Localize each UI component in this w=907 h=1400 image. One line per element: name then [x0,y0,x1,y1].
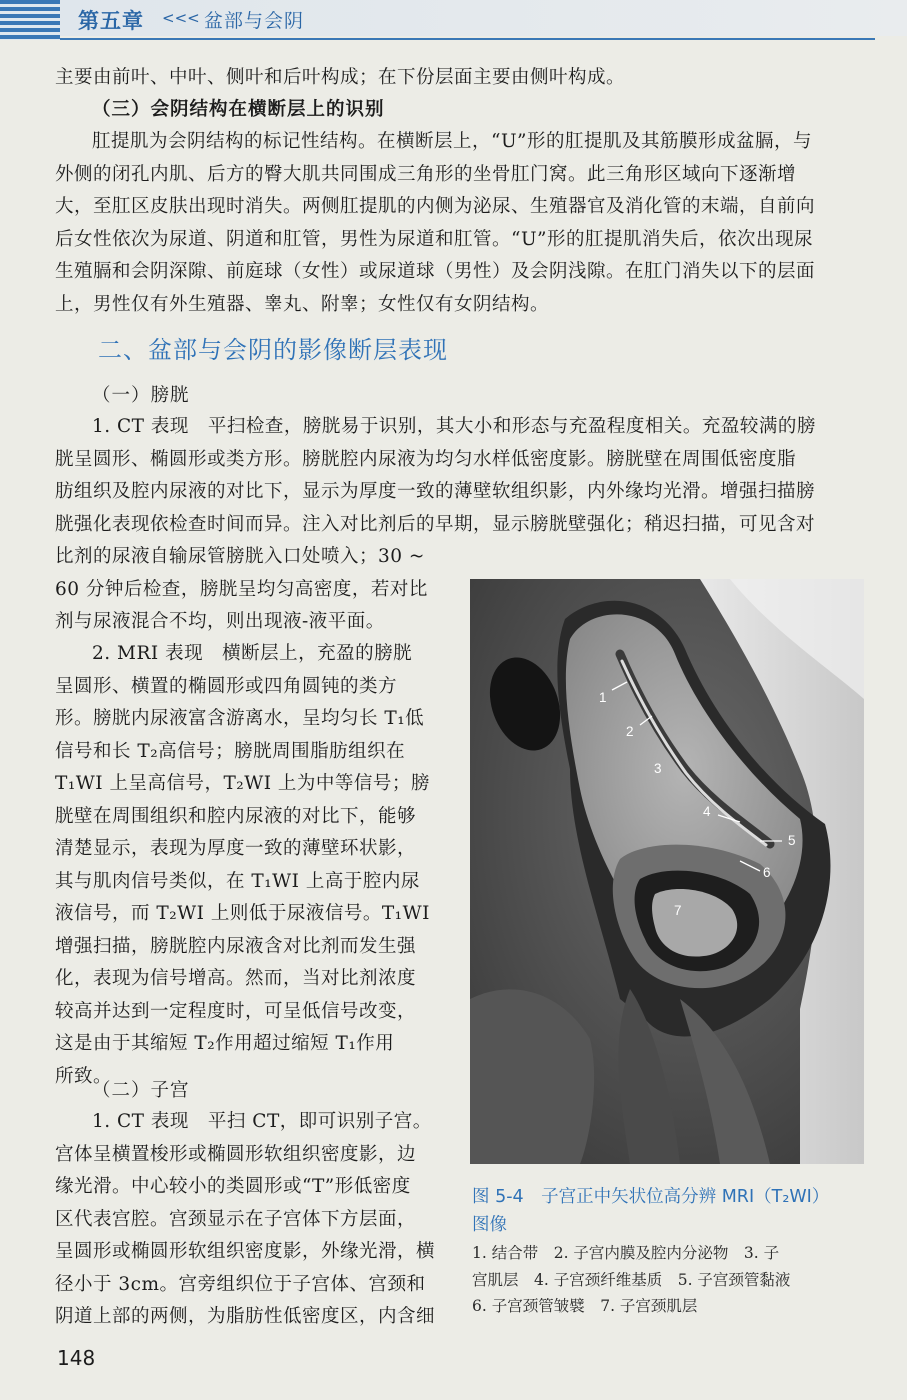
section-title: 二、盆部与会阴的影像断层表现 [98,336,448,364]
page-number: 148 [57,1346,96,1370]
text-line: 1. CT 表现 平扫检查，膀胱易于识别，其大小和形态与充盈程度相关。充盈较满的膀 [92,416,816,437]
text-line: 2. MRI 表现 横断层上，充盈的膀胱 [92,643,413,664]
perineum-paragraph [55,126,877,321]
text-line: 化，表现为信号增高。然而，当对比剂浓度 [55,968,417,989]
section-heading: （三）会阴结构在横断层上的识别 [92,99,385,120]
text-line: 形。膀胱内尿液富含游离水，呈均匀长 T₁低 [55,708,425,729]
legend-line: 宫肌层 4. 子宫颈纤维基质 5. 子宫颈管黏液 [472,1270,791,1289]
text-line: 信号和长 T₂高信号；膀胱周围脂肪组织在 [55,740,406,762]
figure-label-3: 3 [654,761,662,776]
text-line: 清楚显示，表现为厚度一致的薄壁环状影， [55,838,417,859]
text-line: 增强扫描，膀胱腔内尿液含对比剂而发生强 [55,935,417,957]
text-line: 胱呈圆形、椭圆形或类方形。膀胱腔内尿液为均匀水样低密度影。膀胱壁在周围低密度脂 [55,448,797,470]
text-line: 大，至肛区皮肤出现时消失。两侧肛提肌的内侧为泌尿、生殖器官及消化管的末端，自前向 [55,196,816,217]
text-line: 其与肌肉信号类似，在 T₁WI 上高于腔内尿 [55,870,420,892]
legend-line: 1. 结合带 2. 子宫内膜及腔内分泌物 3. 子 [472,1244,780,1262]
figure-label-6: 6 [763,865,771,880]
chapter-title: 盆部与会阴 [204,10,305,32]
text-line: 宫体呈横置梭形或椭圆形软组织密度影，边 [55,1143,417,1165]
bladder-ct-continued [55,541,447,639]
mri-figure [470,579,864,1164]
bladder-mri-paragraph [55,638,447,1093]
text-line: 呈圆形或椭圆形软组织密度影，外缘光滑，横 [55,1241,436,1262]
text-line: 肛提肌为会阴结构的标记性结构。在横断层上，“U”形的肛提肌及其筋膜形成盆膈，与 [92,131,813,152]
text-line: 这是由于其缩短 T₂作用超过缩短 T₁作用 [55,1033,395,1054]
text-line: 径小于 3cm。宫旁组织位于子宫体、宫颈和 [55,1273,426,1295]
figure-label-4: 4 [703,804,711,819]
text-line: 剂与尿液混合不均，则出现液-液平面。 [55,611,385,632]
mri-image [470,579,864,1164]
text-line: 区代表宫腔。宫颈显示在子宫体下方层面， [55,1208,417,1230]
text-line: 胱壁在周围组织和腔内尿液的对比下，能够 [55,805,417,827]
text-line: 后女性依次为尿道、阴道和肛管，男性为尿道和肛管。“U”形的肛提肌消失后，依次出现尿 [55,228,814,250]
text-line: 主要由前叶、中叶、侧叶和后叶构成；在下份层面主要由侧叶构成。 [55,67,626,88]
text-line: 缘光滑。中心较小的类圆形或“T”形低密度 [55,1176,411,1197]
header-rule [60,38,875,40]
chapter-label: 第五章 [78,9,144,33]
header-stripes [0,0,60,40]
text-line: 所致。 [55,1065,113,1087]
caption-line: 图像 [472,1215,507,1235]
text-line: 较高并达到一定程度时，可呈低信号改变， [55,1000,417,1022]
figure-label-5: 5 [788,833,796,848]
text-line: 生殖膈和会阴深隙、前庭球（女性）或尿道球（男性）及会阴浅隙。在肛门消失以下的层面 [55,261,816,282]
figure-label-2: 2 [626,724,634,739]
figure-label-7: 7 [674,903,682,918]
text-line: 比剂的尿液自输尿管膀胱入口处喷入；30 ~ [55,546,425,567]
figure-caption [472,1183,872,1239]
chevron-left-icon: <<< [162,9,200,27]
text-line: 阴道上部的两侧，为脂肪性低密度区，内含细 [55,1306,436,1327]
intro-paragraph [55,62,877,95]
subsection-heading-uterus: （二）子宫 [92,1080,190,1101]
text-line: 胱强化表现依检查时间而异。注入对比剂后的早期，显示膀胱壁强化；稍迟扫描，可见含对 [55,513,816,535]
caption-line: 图 5-4 子宫正中矢状位高分辨 MRI（T₂WI） [472,1187,830,1207]
text-line: 呈圆形、横置的椭圆形或四角圆钝的类方 [55,675,398,697]
text-line: 1. CT 表现 平扫 CT，即可识别子宫。 [92,1111,432,1132]
figure-legend [472,1240,872,1320]
figure-label-1: 1 [599,690,607,705]
uterus-ct-paragraph [55,1106,447,1334]
text-line: T₁WI 上呈高信号，T₂WI 上为中等信号；膀 [55,773,430,794]
subsection-heading-bladder: （一）膀胱 [92,385,190,406]
text-line: 液信号，而 T₂WI 上则低于尿液信号。T₁WI [55,903,430,924]
text-line: 上，男性仅有外生殖器、睾丸、附睾；女性仅有女阴结构。 [55,293,550,315]
bladder-ct-paragraph [55,411,877,541]
text-line: 60 分钟后检查，膀胱呈均匀高密度，若对比 [55,578,428,600]
text-line: 肪组织及腔内尿液的对比下，显示为厚度一致的薄壁软组织影，内外缘均光滑。增强扫描膀 [55,481,816,502]
legend-line: 6. 子宫颈管皱襞 7. 子宫颈肌层 [472,1297,698,1315]
text-line: 外侧的闭孔内肌、后方的臀大肌共同围成三角形的坐骨肛门窝。此三角形区域向下逐渐增 [55,163,797,185]
